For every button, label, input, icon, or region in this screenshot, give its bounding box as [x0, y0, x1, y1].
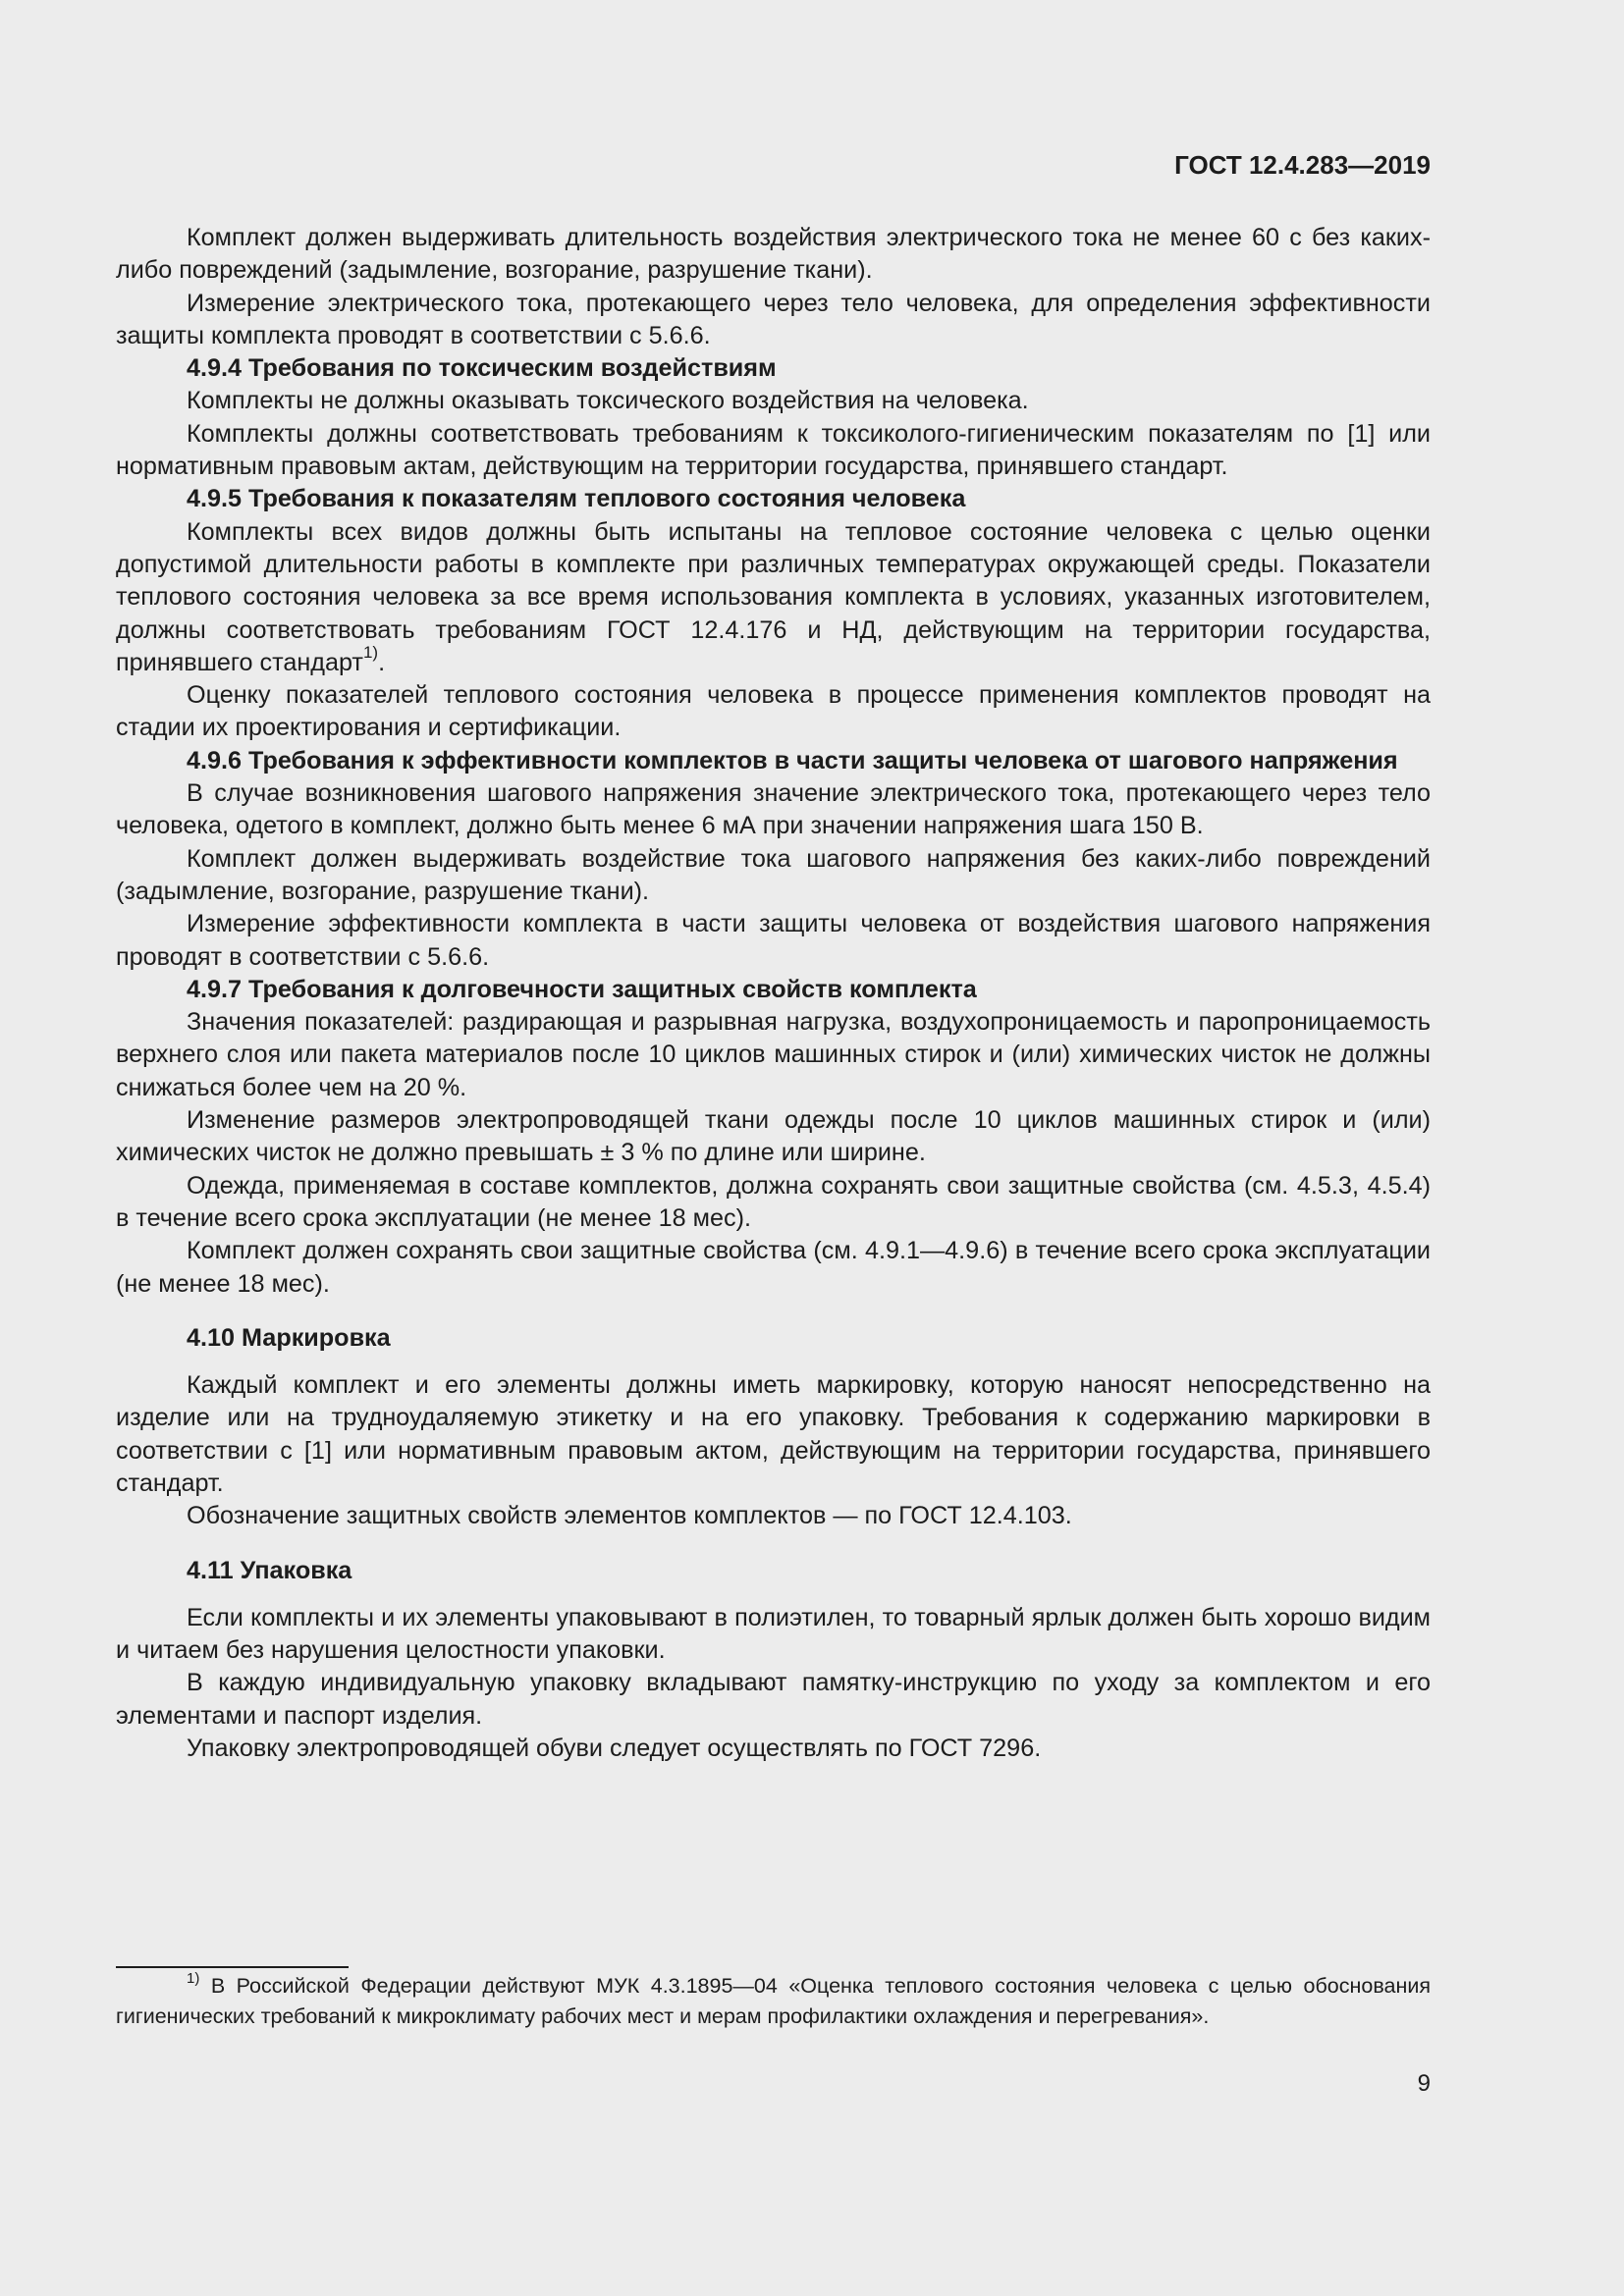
paragraph: Одежда, применяемая в составе комплектов, должна сохранять свои защитные свойства (см. 4.5.3, 4.5.4) в течение всего срока эксплуатации (не менее 18 мес). [116, 1171, 1431, 1232]
document-header: ГОСТ 12.4.283—2019 [1174, 150, 1431, 180]
heading-4-9-5: 4.9.5 Требования к показателям теплового состояния человека [187, 485, 966, 513]
paragraph: Оценку показателей теплового состояния человека в процессе применения комплектов проводят на стадии их проектирования и сертификации. [116, 681, 1431, 742]
footnote-divider [116, 1966, 349, 1968]
paragraph: Измерение эффективности комплекта в части защиты человека от воздействия шагового напряжения проводят в соответствии с 5.6.6. [116, 910, 1431, 971]
heading-4-10: 4.10 Маркировка [187, 1323, 391, 1352]
heading-4-9-6: 4.9.6 Требования к эффективности комплектов в части защиты человека от шагового напряжения [187, 746, 1398, 774]
paragraph: Обозначение защитных свойств элементов комплектов — по ГОСТ 12.4.103. [187, 1502, 1072, 1530]
paragraph: Если комплекты и их элементы упаковывают в полиэтилен, то товарный ярлык должен быть хорошо видим и читаем без нарушения целостности упаковки. [116, 1603, 1431, 1665]
paragraph: Комплект должен выдерживать длительность воздействия электрического тока не менее 60 с без каких-либо повреждений (задымление, возгорание, разрушение ткани). [116, 224, 1431, 285]
heading-4-11: 4.11 Упаковка [187, 1556, 352, 1584]
footnote [116, 1971, 1431, 2031]
heading-4-9-7: 4.9.7 Требования к долговечности защитных свойств комплекта [187, 975, 977, 1003]
paragraph: Изменение размеров электропроводящей ткани одежды после 10 циклов машинных стирок и (или) химических чисток не должно превышать ± 3 % по длине или ширине. [116, 1106, 1431, 1167]
paragraph: Упаковку электропроводящей обуви следует осуществлять по ГОСТ 7296. [187, 1735, 1042, 1763]
footnote-mark: 1) [187, 1969, 200, 1987]
paragraph: Комплекты должны соответствовать требованиям к токсиколого-гигиеническим показателям по [1] или нормативным правовым актам, действующим на территории государства, принявшего стандарт. [116, 419, 1431, 481]
paragraph: В каждую индивидуальную упаковку вкладывают памятку-инструкцию по уходу за комплектом и его элементами и паспорт изделия. [116, 1669, 1431, 1730]
footnote-text: В Российской Федерации действуют МУК 4.3.1895—04 «Оценка теплового состояния человека с целью обоснования гигиенических требований к микроклимату рабочих мест и мерам профилактики охлаждения и перегревания». [116, 1974, 1431, 2028]
paragraph: Значения показателей: раздирающая и разрывная нагрузка, воздухопроницаемость и паропроницаемость верхнего слоя или пакета материалов после 10 циклов машинных стирок и (или) химических чисток не должны снижаться более чем на 20 %. [116, 1008, 1431, 1101]
paragraph: Комплект должен сохранять свои защитные свойства (см. 4.9.1—4.9.6) в течение всего срока эксплуатации (не менее 18 мес). [116, 1237, 1431, 1298]
heading-4-9-4: 4.9.4 Требования по токсическим воздействиям [187, 354, 777, 383]
paragraph: Комплекты не должны оказывать токсического воздействия на человека. [187, 387, 1029, 415]
paragraph [116, 516, 1431, 679]
page-number: 9 [1417, 2070, 1431, 2097]
paragraph: Измерение электрического тока, протекающего через тело человека, для определения эффективности защиты комплекта проводят в соответствии с 5.6.6. [116, 289, 1431, 349]
paragraph: Комплект должен выдерживать воздействие тока шагового напряжения без каких-либо повреждений (задымление, возгорание, разрушение ткани). [116, 844, 1431, 905]
document-body [116, 222, 1431, 1765]
footnote-reference: 1) [362, 643, 379, 663]
paragraph-end: . [378, 648, 386, 676]
paragraph: В случае возникновения шагового напряжения значение электрического тока, протекающего через тело человека, одетого в комплект, должно быть менее 6 мА при значении напряжения шага 150 В. [116, 779, 1431, 840]
paragraph: Каждый комплект и его элементы должны иметь маркировку, которую наносят непосредственно на изделие или на трудноудаляемую этикетку и на его упаковку. Требования к содержанию маркировки в соответствии с [1] или нормативным правовым актом, действующим на территории государства, принявшего стандарт. [116, 1371, 1431, 1497]
paragraph-text: Комплекты всех видов должны быть испытаны на тепловое состояние человека с целью оценки допустимой длительности работы в комплекте при различных температурах окружающей среды. Показатели теплового состояния человека за все время использования комплекта в условиях, указанных изготовителем, должны соответствовать требованиям ГОСТ 12.4.176 и НД, действующим на территории государства, принявшего стандарт [116, 517, 1431, 676]
